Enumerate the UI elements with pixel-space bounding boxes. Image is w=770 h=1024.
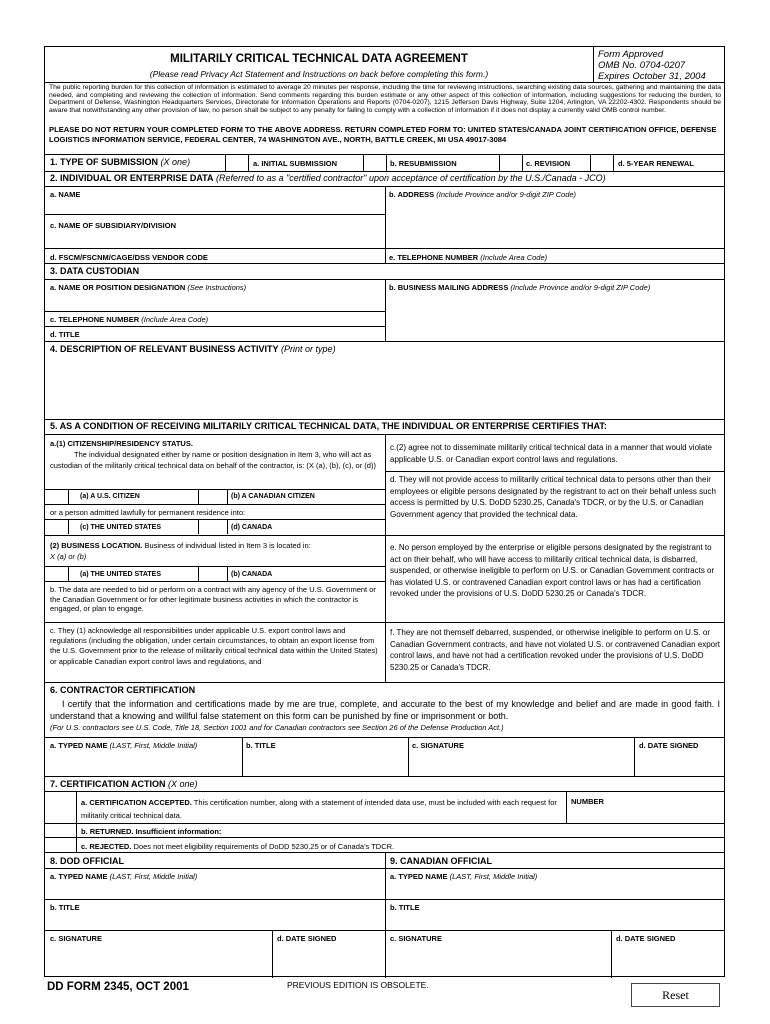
form-title: MILITARILY CRITICAL TECHNICAL DATA AGREEMENT xyxy=(170,53,468,65)
item-5d-text: d. They will not provide access to militarily critical technical data to persons other than their employees or eligible persons designated by the registrant to act on their behalf unless such access is permitted by U.S. DoDD 5230.25, Canada's TDCR, or by the U.S. or Canadian Government agency that provided the technical data. xyxy=(390,475,716,519)
opt-location-us: (a) THE UNITED STATES xyxy=(80,571,162,578)
rejected-text: c. REJECTED. Does not meet eligibility requirements of DoDD 5230.25 or of Canada's TDCR. xyxy=(81,842,395,851)
section-1-label: 1. TYPE OF SUBMISSION (X one) xyxy=(50,157,191,167)
section-3-label: 3. DATA CUSTODIAN xyxy=(50,266,140,276)
label-canadian-date: d. DATE SIGNED xyxy=(616,934,676,943)
form-container xyxy=(44,46,725,977)
label-custodian-name: a. NAME OR POSITION DESIGNATION (See Instructions) xyxy=(50,283,247,292)
label-subsidiary: c. NAME OF SUBSIDIARY/DIVISION xyxy=(50,221,176,230)
dod-title-input[interactable] xyxy=(48,914,382,929)
contractor-name-input[interactable] xyxy=(48,754,238,772)
dod-date-input[interactable] xyxy=(275,947,381,973)
form-subtitle: (Please read Privacy Act Statement and Instructions on back before completing this form.) xyxy=(149,69,489,79)
section-2-label: 2. INDIVIDUAL OR ENTERPRISE DATA (Referred to as a "certified contractor" upon acceptance of certification by the U.S./Canada - JCO) xyxy=(50,173,606,183)
item-5c1-text: c. They (1) acknowledge all responsibilities under applicable U.S. export control laws and regulations (including the obligation, under certain circumstances, to obtain an export license from the U.S. Government prior to the release of militarily critical technical data within the United States) or applicable Canadian export control laws and regulations, and xyxy=(50,626,378,666)
opt-revision: c. REVISION xyxy=(526,159,571,168)
form-approved: Form Approved xyxy=(598,49,664,60)
canadian-name-input[interactable] xyxy=(388,883,722,898)
return-address: PLEASE DO NOT RETURN YOUR COMPLETED FORM TO THE ABOVE ADDRESS. RETURN COMPLETED FORM TO: UNITED STATES/CANADA JOINT CERTIFICATION OFFICE, DEFENSE LOGISTICS INFORMATION SERVICE, FEDERAL CENTER, 74 WASHINGTON AVE., NORTH, BATTLE CREEK, MI USA 49017-3084 xyxy=(49,125,717,144)
business-location-note: X (a) or (b) xyxy=(50,552,87,561)
item-5c2-text: c.(2) agree not to disseminate militarily critical technical data in a manner that would violate applicable U.S. or Canadian export control laws and regulations. xyxy=(390,443,712,464)
returned-text: b. RETURNED. Insufficient information: xyxy=(81,827,222,836)
label-contractor-signature: c. SIGNATURE xyxy=(412,741,464,750)
certification-accepted-text: a. CERTIFICATION ACCEPTED. This certification number, along with a statement of intended data use, must be included with each request for militarily critical technical data. xyxy=(81,798,557,820)
label-custodian-title: d. TITLE xyxy=(50,330,80,339)
opt-canadian-citizen: (b) A CANADIAN CITIZEN xyxy=(231,493,315,500)
burden-statement: The public reporting burden for this collection of information is estimated to average 20 minutes per response, including the time for reviewing instructions, searching existing data sources, gathering and maintaining the data needed, and completing and reviewing the collection of information. Send comments regarding this burden estimate or any other aspect of this collection of information, including suggestions for reducing the burden, to Department of Defense, Washington Headquarters Services, Directorate for Information Operations and Reports (0704-0207), 1215 Jefferson Davis Highway, Suite 1204, Arlington, VA 22202-4302. Respondents should be aware that notwithstanding any other provision of law, no person shall be subject to any penalty for failing to comply with a collection of information if it does not display a currently valid OMB control number. xyxy=(49,84,721,115)
label-fscm: d. FSCM/FSCNM/CAGE/DSS VENDOR CODE xyxy=(50,253,208,262)
label-custodian-phone: c. TELEPHONE NUMBER (Include Area Code) xyxy=(50,315,209,324)
opt-location-canada: (b) CANADA xyxy=(231,571,273,578)
label-contractor-title: b. TITLE xyxy=(246,741,276,750)
section-8-label: 8. DOD OFFICIAL xyxy=(50,856,124,866)
label-contractor-name: a. TYPED NAME (LAST, First, Middle Initial) xyxy=(50,741,198,750)
label-canadian-title: b. TITLE xyxy=(390,903,420,912)
item-5b-text: b. The data are needed to bid or perform on a contract with any agency of the U.S. Government or the Canadian Government or for other legitimate business activities in which the contractor is engaged, or plan to engage. xyxy=(50,585,376,613)
section-5-label: 5. AS A CONDITION OF RECEIVING MILITARILY CRITICAL TECHNICAL DATA, THE INDIVIDUAL OR ENTERPRISE CERTIFIES THAT: xyxy=(50,421,607,431)
section-9-label: 9. CANADIAN OFFICIAL xyxy=(390,856,492,866)
label-dod-signature: c. SIGNATURE xyxy=(50,934,102,943)
business-activity-field[interactable] xyxy=(49,357,719,417)
reset-button[interactable]: Reset xyxy=(631,983,720,1007)
section-6-label: 6. CONTRACTOR CERTIFICATION xyxy=(50,685,196,695)
contractor-date-input[interactable] xyxy=(637,754,721,772)
label-mailing-address: b. BUSINESS MAILING ADDRESS (Include Province and/or 9-digit ZIP Code) xyxy=(389,283,651,292)
certification-number-input[interactable] xyxy=(569,809,721,822)
opt-resident-us: (c) THE UNITED STATES xyxy=(80,524,162,531)
label-dod-title: b. TITLE xyxy=(50,903,80,912)
form-number: DD FORM 2345, OCT 2001 xyxy=(47,981,189,993)
dod-name-input[interactable] xyxy=(48,883,382,898)
label-contractor-date: d. DATE SIGNED xyxy=(639,741,699,750)
canadian-date-input[interactable] xyxy=(614,947,721,973)
opt-us-citizen: (a) A U.S. CITIZEN xyxy=(80,493,140,500)
contractor-title-input[interactable] xyxy=(245,754,405,772)
label-certification-number: NUMBER xyxy=(571,797,604,806)
label-canadian-name: a. TYPED NAME (LAST, First, Middle Initial) xyxy=(390,872,538,881)
section-4-label: 4. DESCRIPTION OF RELEVANT BUSINESS ACTIVITY (Print or type) xyxy=(50,344,336,354)
item-5e-text: e. No person employed by the enterprise or eligible persons designated by the registrant to act on their behalf, who will have access to militarily critical technical data, is disbarred, suspended, or otherwise ineligible to perform on U.S. or Canadian Government contracts or has violated U.S. or contravened Canadian export control laws or has had a certification revoked under the provisions of U.S. DoDD 5230.25 or Canada's TDCR. xyxy=(390,543,715,599)
citizenship-text: The individual designated either by name or position designation in Item 3, who will act as custodian of the militarily critical technical data on behalf of the contractor, is: (X (a), (b), (c), or (d)) xyxy=(50,450,376,470)
expiration-date: Expires October 31, 2004 xyxy=(598,71,706,82)
opt-5-year-renewal: d. 5-YEAR RENEWAL xyxy=(618,159,694,168)
label-dod-date: d. DATE SIGNED xyxy=(277,934,337,943)
canadian-title-input[interactable] xyxy=(388,914,722,929)
citizenship-title: a.(1) CITIZENSHIP/RESIDENCY STATUS. xyxy=(50,439,193,448)
item-5f-text: f. They are not themself debarred, suspended, or otherwise ineligible to perform on U.S. or Canadian Government contracts, and have not violated U.S. or contravened Canadian export control laws, and have not had a certification revoked under the provisions of U.S. DoDD 5230.25 or Canada's TDCR. xyxy=(390,628,720,672)
opt-initial-submission: a. INITIAL SUBMISSION xyxy=(253,159,338,168)
certification-text: I certify that the information and certifications made by me are true, complete, and accurate to the best of my knowledge and belief and are made in good faith. I understand that a knowing and willful false statement on this form can be punished by fine or imprisonment or both. xyxy=(50,699,720,721)
opt-resubmission: b. RESUBMISSION xyxy=(390,159,457,168)
permanent-residence-text: or a person admitted lawfully for permanent residence into: xyxy=(50,508,246,517)
label-address: b. ADDRESS (Include Province and/or 9-digit ZIP Code) xyxy=(389,190,577,199)
label-name: a. NAME xyxy=(50,190,81,199)
section-7-label: 7. CERTIFICATION ACTION (X one) xyxy=(50,779,198,789)
label-canadian-signature: c. SIGNATURE xyxy=(390,934,442,943)
obsolete-notice: PREVIOUS EDITION IS OBSOLETE. xyxy=(287,980,429,990)
label-telephone: e. TELEPHONE NUMBER (Include Area Code) xyxy=(389,253,548,262)
opt-resident-canada: (d) CANADA xyxy=(231,524,273,531)
label-dod-name: a. TYPED NAME (LAST, First, Middle Initial) xyxy=(50,872,198,881)
omb-number: OMB No. 0704-0207 xyxy=(598,60,686,71)
business-location-text: (2) BUSINESS LOCATION. Business of individual listed in Item 3 is located in: xyxy=(50,541,311,550)
certification-note: (For U.S. contractors see U.S. Code, Title 18, Section 1001 and for Canadian contractors see Section 26 of the Defense Production Act.) xyxy=(50,723,504,732)
